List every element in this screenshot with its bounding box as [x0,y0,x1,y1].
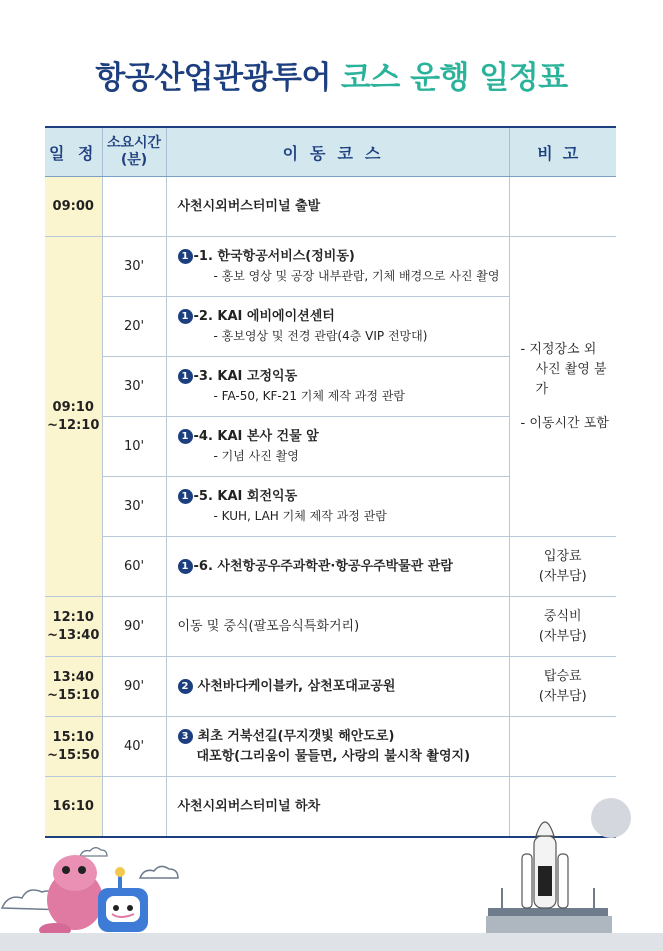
table-row [45,597,616,657]
time-cell [45,717,102,777]
duration-cell: 30' [102,357,166,417]
duration-cell [102,777,166,838]
bottom-floor [0,933,663,951]
time-end: ~12:10 [47,417,100,433]
note-line: 사진 촬영 불가 [535,361,607,397]
header-day: 일 정 [45,127,102,177]
header-row [45,127,616,177]
title-part2: 코스 운행 일정표 [340,60,568,96]
course-cell [166,717,509,777]
time-cell: 09:00 [45,177,102,237]
duration-cell: 30' [102,477,166,537]
space-shuttle-icon [522,822,568,908]
course-title: 사천시외버스터미널 하차 [177,798,321,814]
duration-cell: 40' [102,717,166,777]
course-title: 이동 및 중식(팔포음식특화거리) [177,618,360,634]
shuttle-illustration [486,796,663,936]
note-line: 탑승료 [543,668,582,684]
header-duration-line1: 소요시간 [106,135,162,151]
note-cell [509,537,616,597]
note-line: (자부담) [538,688,587,704]
course-title: 사천바다케이블카, 삼천포대교공원 [197,678,396,694]
step-number-badge: 3 [178,729,193,744]
course-detail: - 기념 사진 촬영 [213,449,299,463]
course-cell [166,297,509,357]
step-number-badge: 2 [178,679,193,694]
course-cell [166,417,509,477]
duration-cell: 90' [102,657,166,717]
mascot-illustration [0,838,220,938]
course-cell [166,477,509,537]
course-cell [166,777,509,838]
time-cell [45,237,102,597]
duration-cell: 30' [102,237,166,297]
header-duration-line2: (분) [120,152,148,168]
note-line: 중식비 [543,608,582,624]
header-course: 이동코스 [166,127,509,177]
table-row [45,237,616,297]
course-detail: - 홍보 영상 및 공장 내부관람, 기체 배경으로 사진 촬영 [213,269,500,283]
moon-icon [591,798,631,838]
duration-cell: 60' [102,537,166,597]
time-end: ~13:40 [47,627,100,643]
merged-note-cell [509,237,616,537]
table-row [45,177,616,237]
table-row [45,657,616,717]
course-title: -3. KAI 고정익동 [193,369,298,384]
table-row [45,537,616,597]
time-start: 12:10 [52,609,94,625]
step-number-badge: 1 [178,369,193,384]
course-cell [166,537,509,597]
step-number-badge: 1 [178,489,193,504]
title-part1: 항공산업관광투어 [95,60,331,96]
time-end: ~15:50 [47,747,100,763]
course-cell [166,657,509,717]
step-number-badge: 1 [178,249,193,264]
time-start: 09:10 [52,399,94,415]
note-line: (자부담) [538,628,587,644]
course-title: -4. KAI 본사 건물 앞 [193,429,319,444]
course-title: -2. KAI 에비에이션센터 [193,309,335,324]
step-number-badge: 1 [178,309,193,324]
pink-mascot-icon [39,855,103,937]
course-title: 사천시외버스터미널 출발 [177,198,321,214]
course-cell [166,177,509,237]
course-cell [166,357,509,417]
time-cell [45,597,102,657]
time-cell: 16:10 [45,777,102,838]
course-title: 최초 거북선길(무지갯빛 해안도로) [197,728,395,744]
course-title: -1. 한국항공서비스(정비동) [193,249,355,264]
course-cell [166,237,509,297]
course-detail: - FA-50, KF-21 기체 제작 과정 관람 [213,389,405,403]
step-number-badge: 1 [178,429,193,444]
duration-cell [102,177,166,237]
note-line: - 이동시간 포함 [520,415,609,431]
note-cell [509,717,616,777]
time-start: 15:10 [52,729,94,745]
course-title: -6. 사천항공우주과학관·항공우주박물관 관람 [193,558,453,574]
schedule-table [45,126,616,838]
duration-cell: 10' [102,417,166,477]
time-end: ~15:10 [47,687,100,703]
course-detail: - KUH, LAH 기체 제작 과정 관람 [213,509,387,523]
course-title: -5. KAI 회전익동 [193,489,298,504]
course-cell [166,597,509,657]
time-cell [45,657,102,717]
header-duration [102,127,166,177]
note-line: 입장료 [543,548,582,564]
note-cell [509,177,616,237]
duration-cell: 90' [102,597,166,657]
note-line: (자부담) [538,568,587,584]
note-cell [509,657,616,717]
time-start: 13:40 [52,669,94,685]
page-title [0,52,663,97]
course-detail: - 홍보영상 및 전경 관람(4층 VIP 전망대) [213,329,428,343]
header-note: 비고 [509,127,616,177]
table-row [45,717,616,777]
note-line: - 지정장소 외 [520,341,597,357]
step-number-badge: 1 [178,559,193,574]
course-detail: 대포항(그리움이 물들면, 사랑의 불시착 촬영지) [196,748,471,764]
note-cell [509,597,616,657]
duration-cell: 20' [102,297,166,357]
